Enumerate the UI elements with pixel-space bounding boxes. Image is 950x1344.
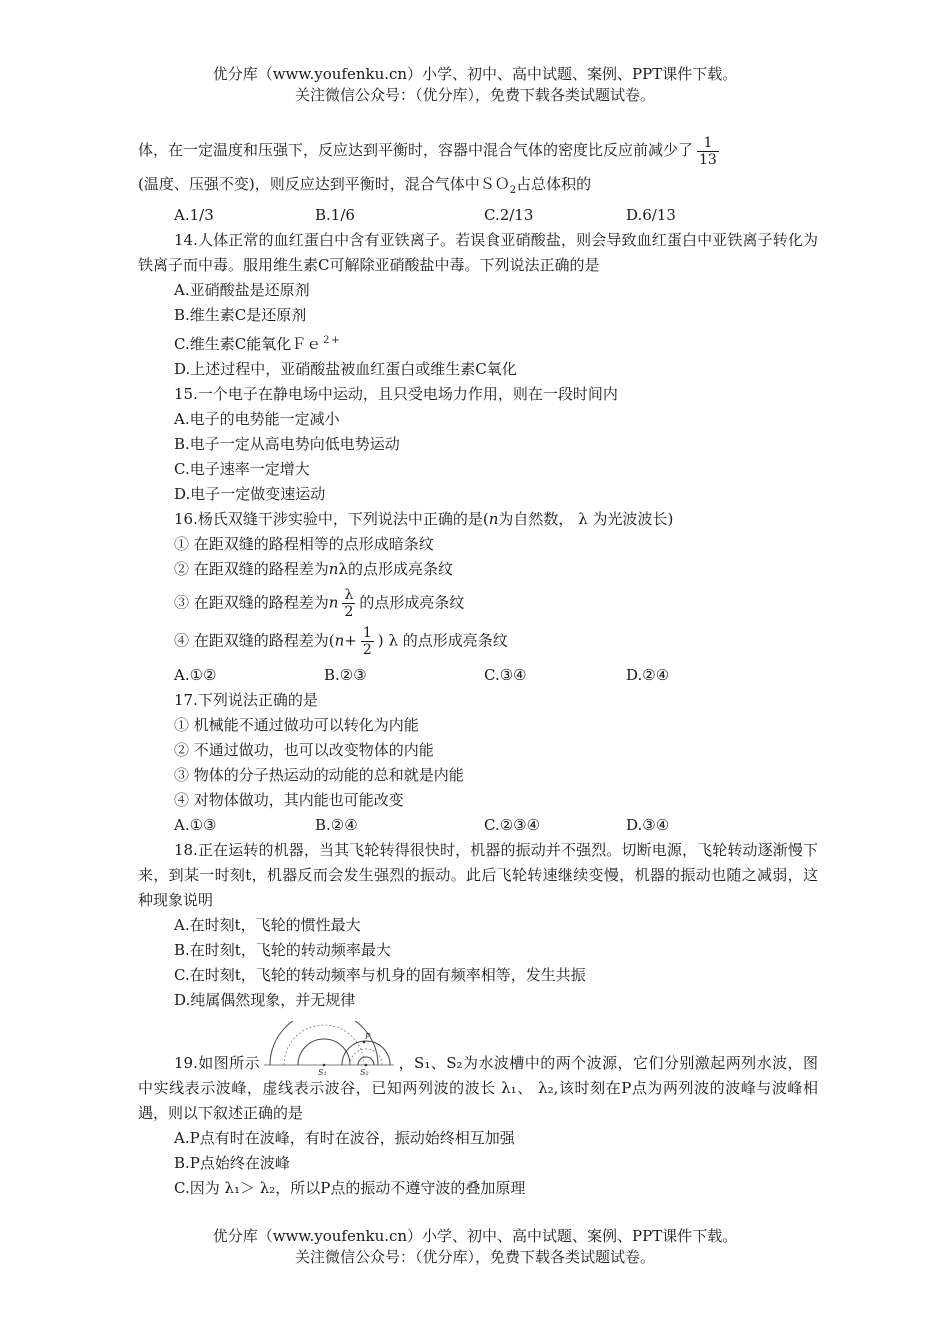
q17-statement-3: ③ 物体的分子热运动的动能的总和就是内能: [174, 766, 464, 784]
q13-option-c: C.2/13: [484, 206, 534, 224]
q16-option-d: D.②④: [626, 666, 670, 684]
q15-option-d: D.电子一定做变速运动: [174, 485, 326, 503]
q14-option-d: D.上述过程中，亚硝酸盐被血红蛋白或维生素C氧化: [174, 360, 517, 378]
q16-s3-fraction: $\frac{\lambda}{2}$: [344, 587, 354, 620]
q18-stem: 18.正在运转的机器，当其飞轮转得很快时，机器的振动并不强烈。切断电源，飞轮转动逐渐慢下来，到某一时刻t，机器反而会发生强烈的振动。此后飞轮转速继续变慢，机器的振动也随之减弱，这种现象说明: [138, 841, 818, 909]
q18-option-b: B.在时刻t，飞轮的转动频率最大: [174, 941, 391, 959]
q17-option-d: D.③④: [626, 816, 670, 834]
q13-fraction: $\frac{1}{13}$: [699, 134, 717, 168]
footer-line-2: 关注微信公众号：（优分库），免费下载各类试题试卷。: [294, 1248, 655, 1266]
q16-option-c: C.③④: [484, 666, 527, 684]
q16-option-b: B.②③: [324, 666, 367, 684]
q16-statement-1: ① 在距双缝的路程相等的点形成暗条纹: [174, 535, 434, 553]
q17-statement-2: ② 不通过做功，也可以改变物体的内能: [174, 741, 434, 759]
q17-option-a: A.①③: [174, 816, 217, 834]
footer-line-1: 优分库（www.youfenku.cn）小学、初中、高中试题、案例、PPT课件下载。: [212, 1227, 738, 1245]
header-line-2: 关注微信公众号：（优分库），免费下载各类试题试卷。: [294, 86, 655, 104]
q19-stem: 19.如图所示 S₁ S₂ P ，S₁、S₂为水波槽中的两个波源，它们分别激起两列水波，图中实线表示波峰，虚线表示波谷，已知两列波的波长 λ₁、 λ₂,该时刻在P点为两列波的波峰与波峰相遇，则以下叙述正确的是: [138, 1021, 818, 1126]
q16-option-a: A.①②: [174, 666, 217, 684]
q17-stem: 17.下列说法正确的是: [174, 691, 318, 709]
figure-label-p: P: [365, 1032, 371, 1041]
q17-option-c: C.②③④: [484, 816, 541, 834]
page-header: [0, 64, 950, 106]
q17-options: [138, 813, 818, 838]
q15-stem: 15.一个电子在静电场中运动，且只受电场力作用，则在一段时间内: [174, 385, 618, 403]
q17-option-b: B.②④: [315, 816, 358, 834]
q13-option-b: B.1/6: [315, 206, 355, 224]
q16-stem: 16.杨氏双缝干涉实验中，下列说法中正确的是(n为自然数， λ 为光波波长): [174, 510, 674, 528]
q19-option-a: A.P点有时在波峰，有时在波谷，振动始终相互加强: [174, 1129, 515, 1147]
q17-statement-4: ④ 对物体做功，其内能也可能改变: [174, 791, 404, 809]
q16-statement-3: ③ 在距双缝的路程差为n $\frac{\lambda}{2}$ 的点形成亮条纹: [174, 587, 465, 620]
q13-option-d: D.6/13: [626, 206, 676, 224]
q19-option-b: B.P点始终在波峰: [174, 1154, 290, 1172]
page-footer: [0, 1226, 950, 1268]
wave-interference-figure: [264, 1021, 394, 1076]
q16-options: [138, 663, 818, 688]
q18-option-d: D.纯属偶然现象，并无规律: [174, 991, 356, 1009]
figure-label-s1: S₁: [318, 1068, 327, 1076]
q15-option-b: B.电子一定从高电势向低电势运动: [174, 435, 400, 453]
q18-option-a: A.在时刻t，飞轮的惯性最大: [174, 916, 361, 934]
q18-option-c: C.在时刻t，飞轮的转动频率与机身的固有频率相等，发生共振: [174, 966, 586, 984]
q13-options: [138, 203, 818, 228]
figure-label-s2: S₂: [360, 1068, 369, 1076]
header-line-1: 优分库（www.youfenku.cn）小学、初中、高中试题、案例、PPT课件下载。: [212, 65, 738, 83]
q16-s4-fraction: $\frac{1}{2}$: [362, 625, 372, 658]
q16-statement-4: ④ 在距双缝的路程差为(n+ $\frac{1}{2}$ ) λ 的点形成亮条纹: [174, 625, 508, 658]
q15-option-c: C.电子速率一定增大: [174, 460, 310, 478]
q17-statement-1: ① 机械能不通过做功可以转化为内能: [174, 716, 419, 734]
q19-option-c: C.因为 λ₁＞ λ₂，所以P点的振动不遵守波的叠加原理: [174, 1179, 526, 1197]
q16-statement-2: ② 在距双缝的路程差为nλ的点形成亮条纹: [174, 560, 453, 578]
q15-option-a: A.电子的电势能一定减小: [174, 410, 340, 428]
q13-line-1: 体，在一定温度和压强下，反应达到平衡时，容器中混合气体的密度比反应前减少了 $\frac{1}{13}$: [138, 134, 717, 168]
question-content: [138, 128, 818, 1201]
q14-stem: 14.人体正常的血红蛋白中含有亚铁离子。若误食亚硝酸盐，则会导致血红蛋白中亚铁离子转化为铁离子而中毒。服用维生素C可解除亚硝酸盐中毒。下列说法正确的是: [138, 231, 818, 274]
q14-option-a: A.亚硝酸盐是还原剂: [174, 281, 310, 299]
q13-option-a: A.1/3: [174, 206, 214, 224]
q13-line-2: (温度、压强不变)，则反应达到平衡时，混合气体中ＳＯ$_2$占总体积的: [138, 175, 592, 196]
q14-option-b: B.维生素C是还原剂: [174, 306, 307, 324]
q14-option-c: C.维生素C能氧化Ｆｅ$^{2+}$: [174, 335, 340, 353]
